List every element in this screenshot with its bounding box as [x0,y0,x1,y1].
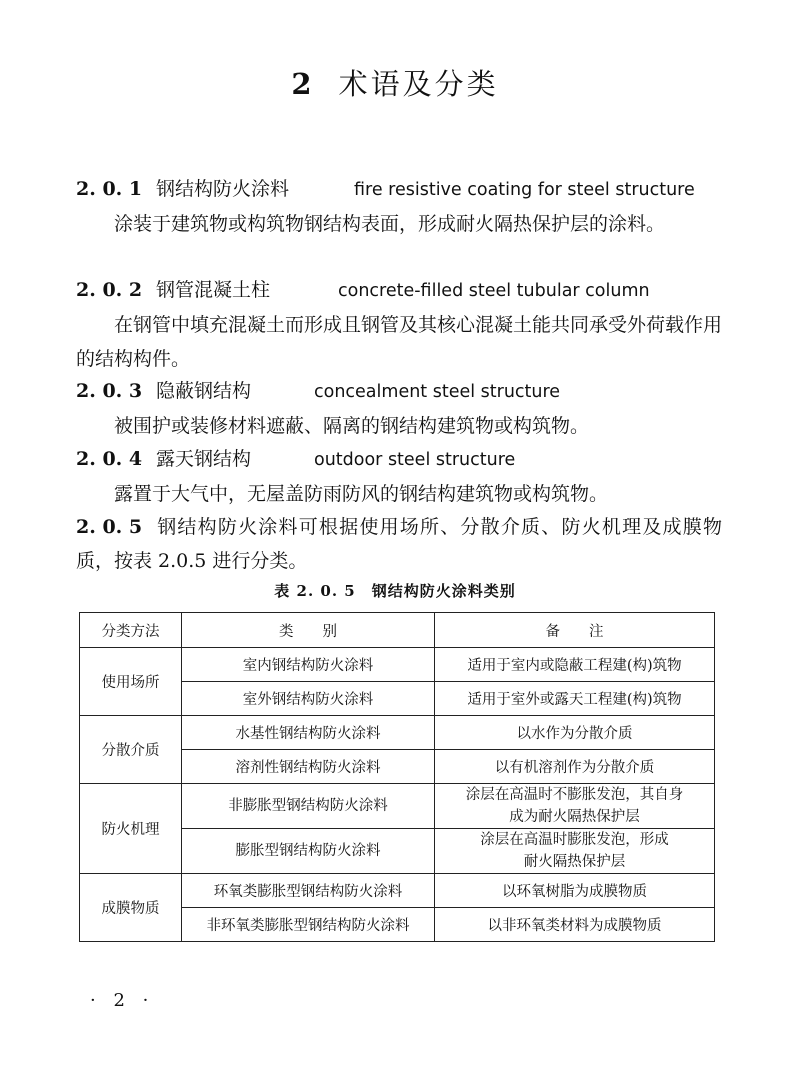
term-chinese: 钢结构防火涂料 [156,178,290,200]
note-line: 涂层在高温时不膨胀发泡，其自身 [465,787,684,803]
method-cell: 成膜物质 [80,874,182,942]
term-definition: 露置于大气中，无屋盖防雨防风的钢结构建筑物或构筑物。 [114,483,609,505]
chapter-title-text: 术语及分类 [338,67,499,101]
note-cell [435,829,715,874]
table-row [80,716,715,750]
chapter-number: 2 [291,67,315,101]
term-definition: 涂装于建筑物或构筑物钢结构表面，形成耐火隔热保护层的涂料。 [114,213,666,235]
table-row [80,784,715,829]
category-cell: 室外钢结构防火涂料 [182,682,435,716]
category-cell: 非膨胀型钢结构防火涂料 [182,784,435,829]
table-caption: 表 2. 0. 5 钢结构防火涂料类别 [274,582,516,600]
term-chinese: 露天钢结构 [156,448,252,470]
note-line: 成为耐火隔热保护层 [509,809,640,825]
note-cell: 以有机溶剂作为分散介质 [435,750,715,784]
term-definition: 在钢管中填充混凝土而形成且钢管及其核心混凝土能共同承受外荷载作用的结构构件。 [76,314,723,370]
table-row [80,874,715,908]
term-number: 2. 0. 4 [76,448,143,470]
header-method: 分类方法 [80,613,182,648]
note-cell: 以环氧树脂为成膜物质 [435,874,715,908]
table-header-row [80,613,715,648]
category-cell: 非环氧类膨胀型钢结构防火涂料 [182,908,435,942]
term-chinese: 隐蔽钢结构 [156,380,252,402]
note-cell: 适用于室外或露天工程建(构)筑物 [435,682,715,716]
header-category: 类 别 [182,613,435,648]
term-english: fire resistive coating for steel structure [354,180,695,200]
note-cell: 以水作为分散介质 [435,716,715,750]
method-cell: 防火机理 [80,784,182,874]
term-english: outdoor steel structure [314,450,516,470]
term-number: 2. 0. 1 [76,178,143,200]
term-number: 2. 0. 2 [76,279,143,301]
term-entry-2-0-2 [76,273,722,376]
category-cell: 室内钢结构防火涂料 [182,648,435,682]
category-cell: 膨胀型钢结构防火涂料 [182,829,435,874]
table-row [80,648,715,682]
category-cell: 环氧类膨胀型钢结构防火涂料 [182,874,435,908]
clause-text: 钢结构防火涂料可根据使用场所、分散介质、防火机理及成膜物质，按表 2.0.5 进行分类。 [76,516,722,572]
category-cell: 水基性钢结构防火涂料 [182,716,435,750]
clause-2-0-5 [76,510,722,578]
category-cell: 溶剂性钢结构防火涂料 [182,750,435,784]
note-cell [435,784,715,829]
note-cell: 适用于室内或隐蔽工程建(构)筑物 [435,648,715,682]
method-cell: 使用场所 [80,648,182,716]
clause-number: 2. 0. 5 [76,516,143,538]
classification-table [79,612,715,942]
term-entry-2-0-4 [76,442,722,511]
note-line: 涂层在高温时膨胀发泡，形成 [480,832,669,848]
term-entry-2-0-3 [76,374,722,443]
term-entry-2-0-1 [76,172,722,241]
term-chinese: 钢管混凝土柱 [156,279,271,301]
chapter-title [0,62,790,103]
note-cell: 以非环氧类材料为成膜物质 [435,908,715,942]
term-english: concealment steel structure [314,382,561,402]
note-line: 耐火隔热保护层 [523,854,626,870]
term-english: concrete-filled steel tubular column [338,281,650,301]
term-definition: 被围护或装修材料遮蔽、隔离的钢结构建筑物或构筑物。 [114,415,590,437]
term-number: 2. 0. 3 [76,380,143,402]
header-note: 备 注 [435,613,715,648]
method-cell: 分散介质 [80,716,182,784]
page-number: · 2 · [90,990,155,1011]
